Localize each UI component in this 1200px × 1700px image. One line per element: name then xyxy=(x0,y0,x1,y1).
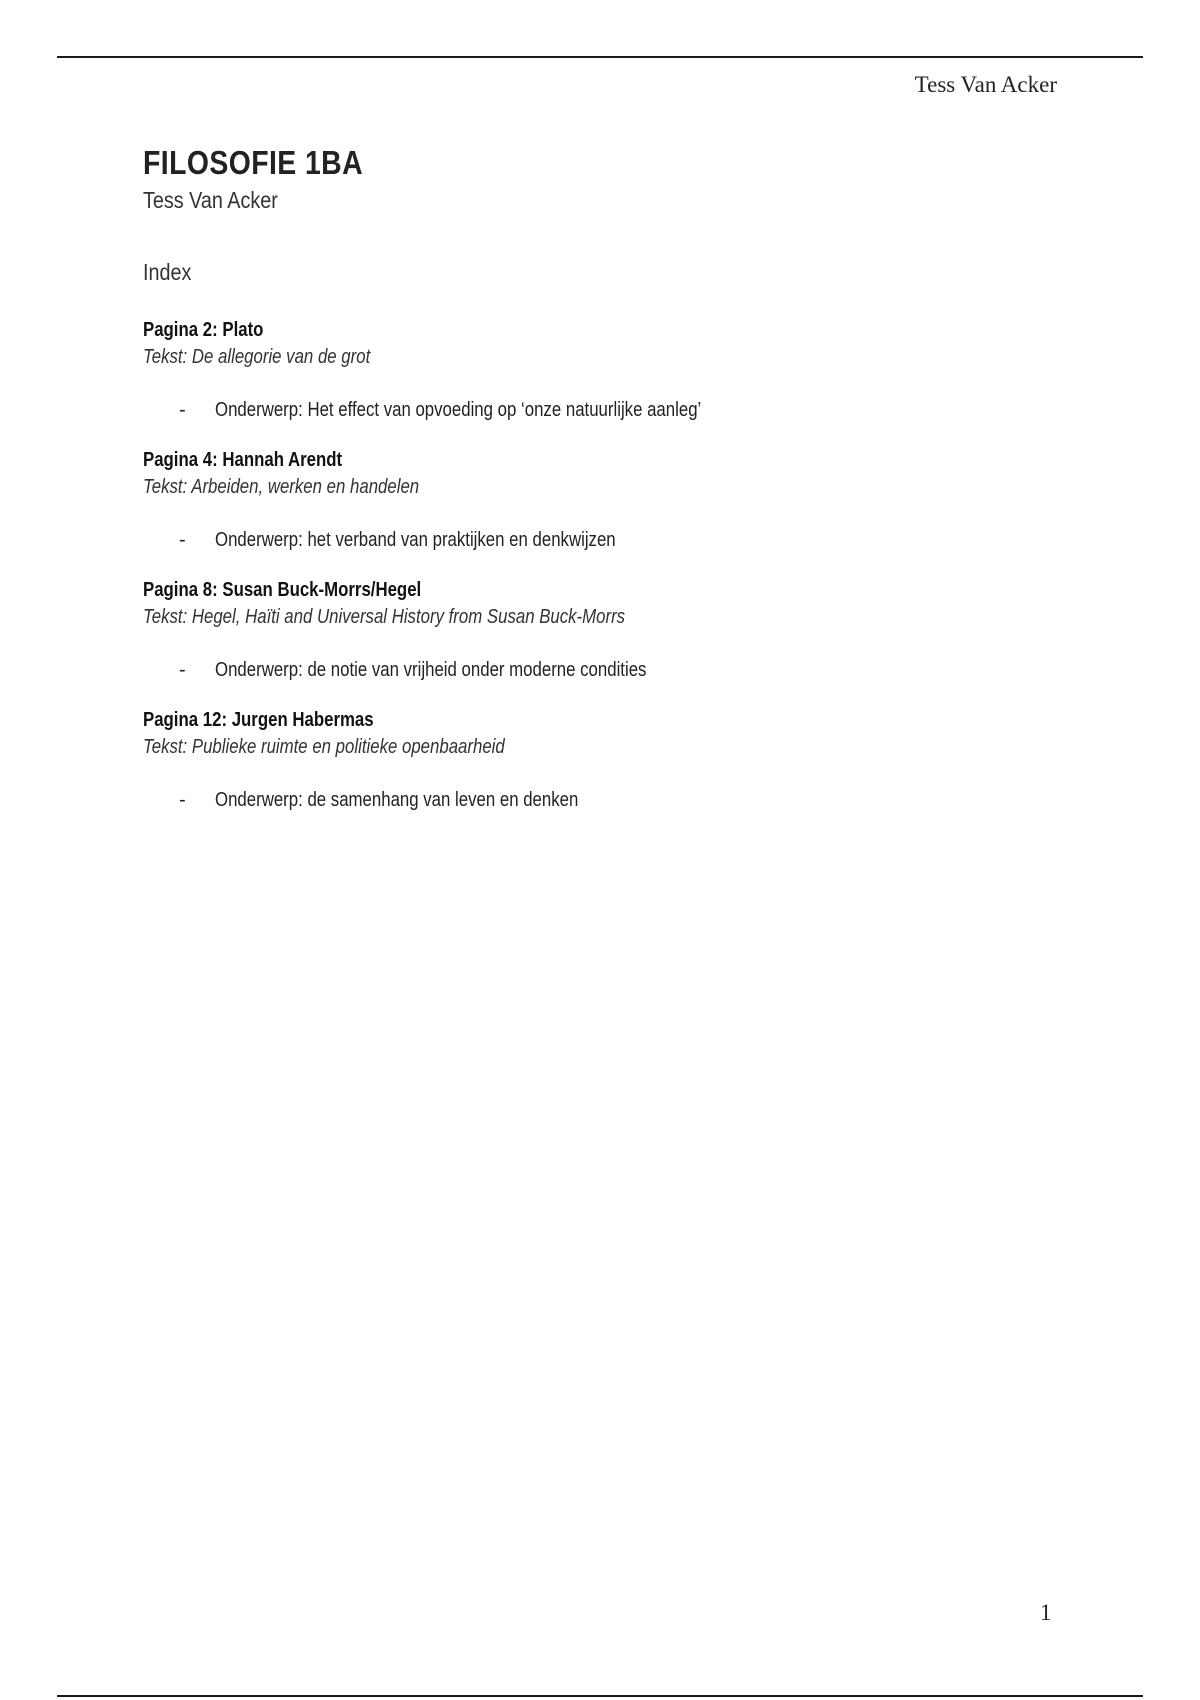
entry-text-title: Tekst: De allegorie van de grot xyxy=(143,346,371,368)
bullet-dash: - xyxy=(179,789,186,811)
entry-text-title: Tekst: Arbeiden, werken en handelen xyxy=(143,476,420,498)
index-entry xyxy=(143,447,1043,554)
running-header-author: Tess Van Acker xyxy=(914,72,1057,97)
index-entry xyxy=(143,707,1043,814)
entry-topic-label: Onderwerp: Het effect van opvoeding op ‘onze natuurlijke aanleg’ xyxy=(215,399,702,421)
page-number: 1 xyxy=(1040,1600,1052,1625)
entry-topic xyxy=(143,786,1043,814)
bullet-dash: - xyxy=(179,529,186,551)
document-title: FILOSOFIE 1BA xyxy=(143,144,364,181)
entry-topic xyxy=(143,656,1043,684)
entry-text-title: Tekst: Publieke ruimte en politieke openbaarheid xyxy=(143,736,505,758)
index-list xyxy=(143,317,1043,814)
document-author: Tess Van Acker xyxy=(143,187,278,213)
entry-page-title: Pagina 2: Plato xyxy=(143,319,264,341)
bullet-dash: - xyxy=(179,659,186,681)
entry-page-title: Pagina 4: Hannah Arendt xyxy=(143,449,343,471)
index-entry xyxy=(143,317,1043,424)
entry-text-title: Tekst: Hegel, Haïti and Universal History from Susan Buck-Morrs xyxy=(143,606,626,628)
footer-rule xyxy=(57,1695,1143,1697)
index-heading: Index xyxy=(143,259,192,285)
entry-topic-label: Onderwerp: het verband van praktijken en denkwijzen xyxy=(215,529,616,551)
entry-page-title: Pagina 12: Jurgen Habermas xyxy=(143,709,374,731)
index-entry xyxy=(143,577,1043,684)
entry-page-title: Pagina 8: Susan Buck-Morrs/Hegel xyxy=(143,579,422,601)
document-body xyxy=(143,143,1043,837)
bullet-dash: - xyxy=(179,399,186,421)
header-rule xyxy=(57,56,1143,58)
entry-topic xyxy=(143,526,1043,554)
entry-topic-label: Onderwerp: de samenhang van leven en denken xyxy=(215,789,579,811)
entry-topic xyxy=(143,396,1043,424)
entry-topic-label: Onderwerp: de notie van vrijheid onder moderne condities xyxy=(215,659,647,681)
